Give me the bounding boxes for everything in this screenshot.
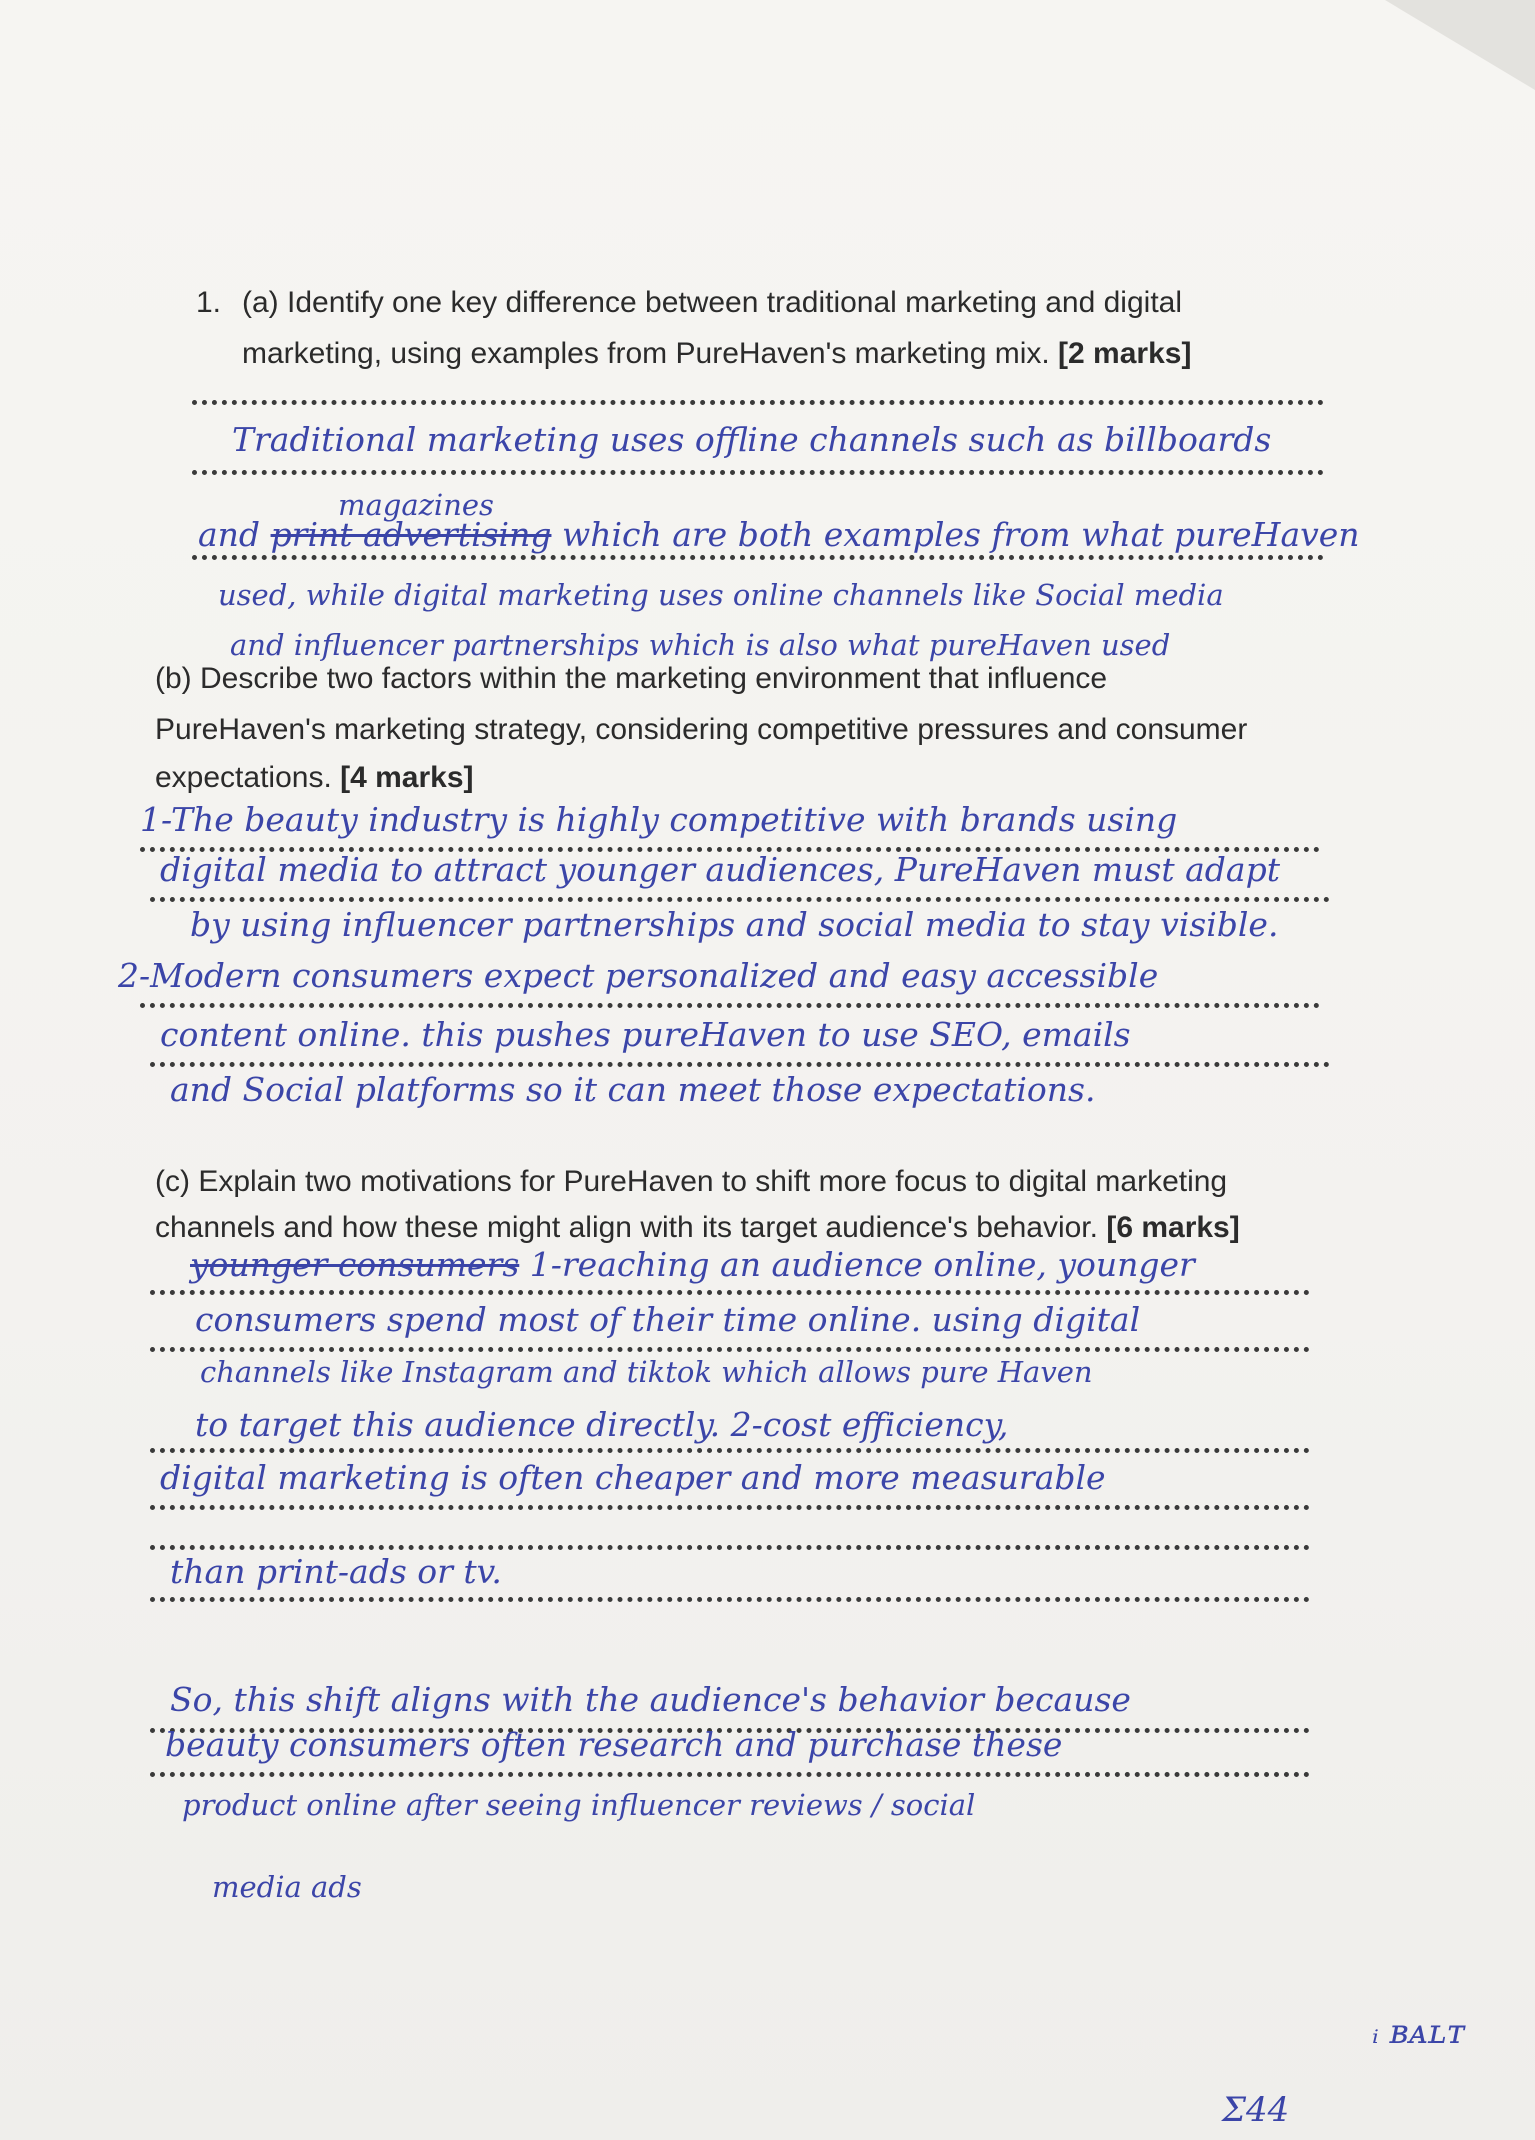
answer-line (150, 1347, 1310, 1352)
answer-c-line-10: media ads (212, 1870, 362, 1904)
answer-line (192, 555, 1324, 560)
answer-a-line-2 (198, 515, 1360, 554)
question-c-text: channels and how these might align with its target audience's behavior. (155, 1211, 1098, 1244)
answer-line (150, 1505, 1310, 1510)
answer-line (150, 1597, 1310, 1602)
answer-a-line-1: Traditional marketing uses offline channels such as billboards (232, 420, 1272, 459)
answer-line (140, 1003, 1320, 1008)
marker-score: Σ44 (1222, 2090, 1290, 2130)
answer-line (192, 470, 1324, 475)
answer-a-line-2-rest: which are both examples from what pureHaven (561, 515, 1360, 554)
answer-c-line-7: So, this shift aligns with the audience's behavior because (170, 1680, 1131, 1719)
answer-b-line-2: digital media to attract younger audiences, PureHaven must adapt (160, 850, 1280, 889)
answer-a-line-3: used, while digital marketing uses online channels like Social media (218, 578, 1224, 612)
answer-line (150, 1772, 1310, 1777)
question-a-text: marketing, using examples from PureHaven's marketing mix. (242, 337, 1050, 370)
answer-c-line-8: beauty consumers often research and purchase these (165, 1725, 1063, 1764)
answer-b-line-6: and Social platforms so it can meet those expectations. (170, 1070, 1096, 1109)
answer-c-line-9: product online after seeing influencer reviews / social (182, 1788, 976, 1822)
question-number: 1. (196, 286, 222, 319)
question-c-marks: [6 marks] (1106, 1211, 1240, 1244)
answer-a-struck-text: print advertising (270, 515, 552, 554)
question-b-line-2: PureHaven's marketing strategy, considering competitive pressures and consumer (155, 713, 1248, 746)
answer-line (192, 400, 1324, 405)
answer-c-line-5: digital marketing is often cheaper and more measurable (160, 1458, 1106, 1497)
answer-c-struck-text: younger consumers (190, 1245, 520, 1284)
answer-a-line-4: and influencer partnerships which is also what pureHaven used (230, 628, 1171, 662)
answer-c-line-3: channels like Instagram and tiktok which allows pure Haven (200, 1355, 1093, 1389)
answer-c-line-1-rest: 1-reaching an audience online, younger (529, 1245, 1195, 1284)
answer-line (150, 1545, 1310, 1550)
answer-a-insert: magazines (338, 488, 494, 522)
page-corner-shadow (1385, 0, 1535, 90)
answer-line (150, 897, 1330, 902)
answer-b-line-1: 1-The beauty industry is highly competitive with brands using (140, 800, 1178, 839)
answer-c-line-6: than print-ads or tv. (170, 1552, 502, 1591)
question-b-marks: [4 marks] (340, 761, 474, 794)
answer-c-line-4: to target this audience directly. 2-cost efficiency, (195, 1405, 1009, 1444)
question-b-line-3 (155, 753, 474, 803)
question-a-line-1: (a) Identify one key difference between traditional marketing and digital (242, 286, 1183, 319)
question-a-marks: [2 marks] (1058, 337, 1192, 370)
answer-a-line-2-start: and (198, 515, 261, 554)
marker-note: ᵢ ʙᴀʟᴛ (1372, 2012, 1466, 2052)
question-b-text: expectations. (155, 761, 332, 794)
answer-b-line-5: content online. this pushes pureHaven to use SEO, emails (160, 1015, 1131, 1054)
answer-c-line-2: consumers spend most of their time online. using digital (195, 1300, 1141, 1339)
question-a-line-2 (242, 329, 1191, 379)
answer-line (150, 1062, 1330, 1067)
answer-b-line-4: 2-Modern consumers expect personalized and easy accessible (118, 956, 1159, 995)
answer-line (150, 1448, 1310, 1453)
answer-line (150, 1290, 1310, 1295)
answer-b-line-3: by using influencer partnerships and social media to stay visible. (190, 905, 1279, 944)
answer-c-line-1 (190, 1245, 1195, 1284)
question-c-line-1: (c) Explain two motivations for PureHaven to shift more focus to digital marketing (155, 1165, 1228, 1198)
question-b-line-1: (b) Describe two factors within the marketing environment that influence (155, 662, 1108, 695)
